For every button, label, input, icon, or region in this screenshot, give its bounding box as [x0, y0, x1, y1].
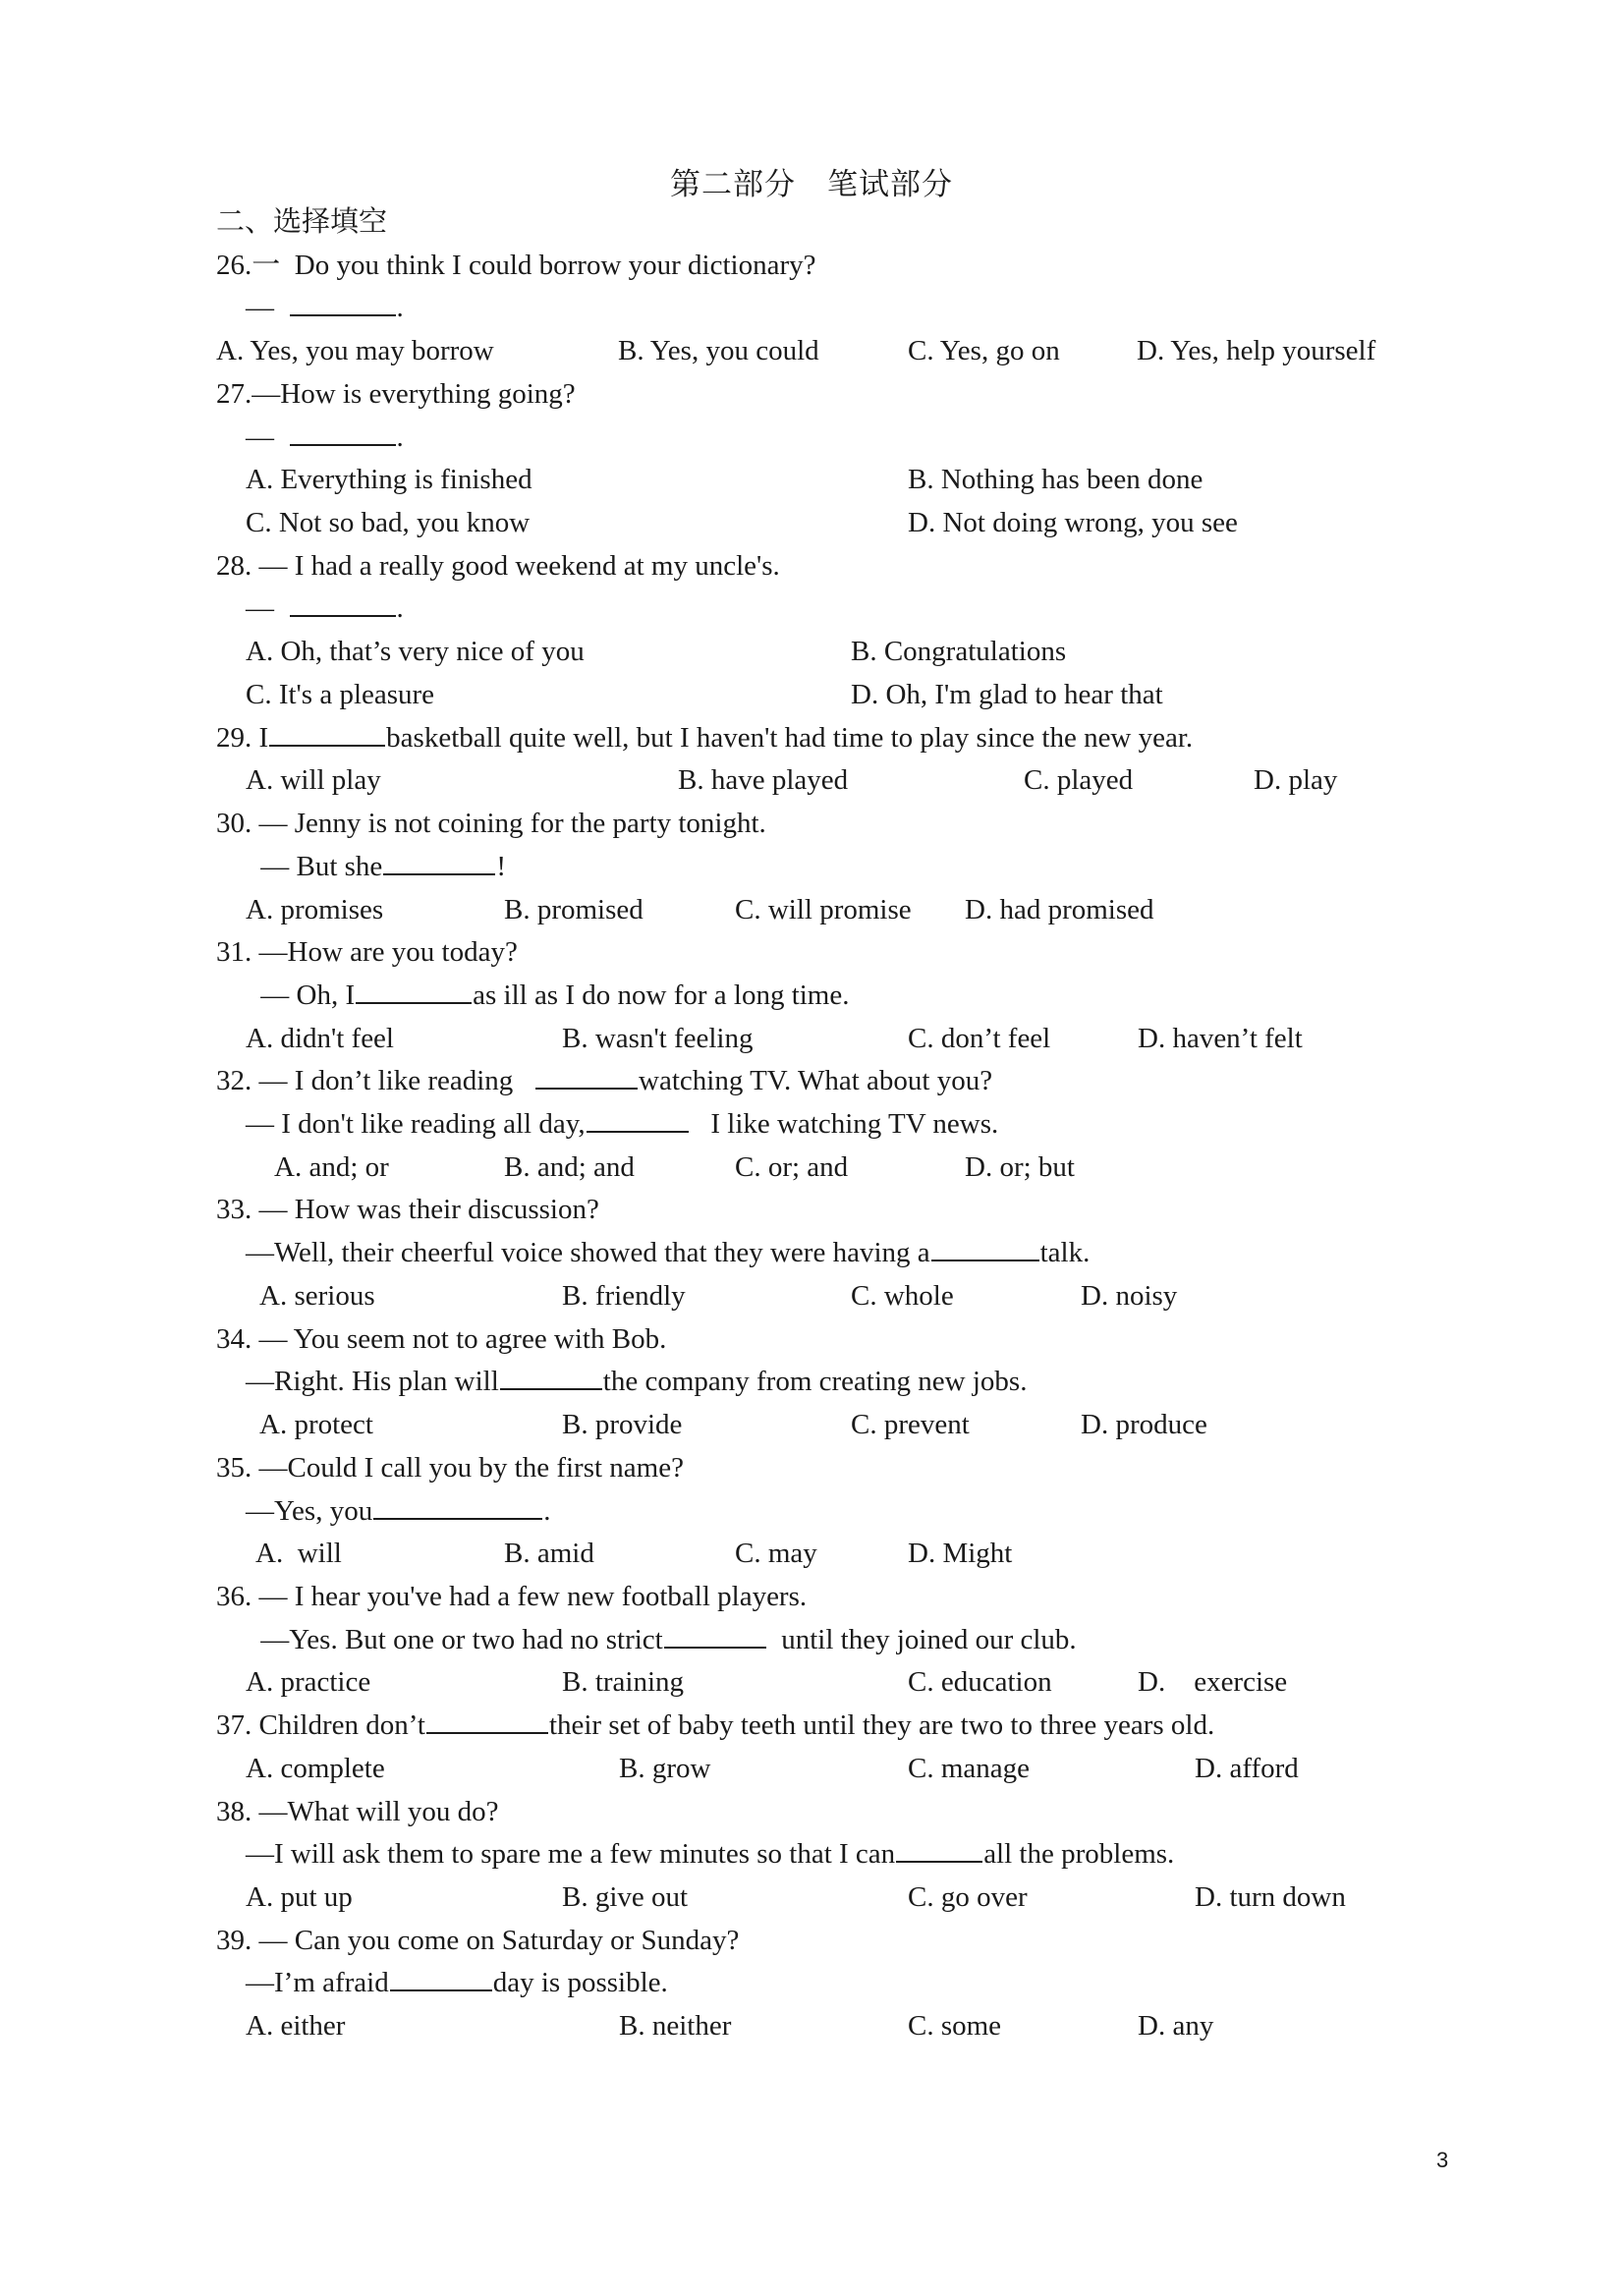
option-a: A. will play — [246, 764, 381, 796]
option-d: D. turn down — [1195, 1881, 1346, 1913]
option-c: C. don’t feel — [908, 1023, 1051, 1054]
option-d: D. Might — [908, 1538, 1013, 1569]
answer-blank — [290, 593, 396, 617]
section-title: 二、选择填空 — [216, 206, 388, 238]
option-c: C. some — [908, 2010, 1002, 2042]
answer-blank — [390, 1968, 492, 1991]
question-31-stem: 31. —How are you today? — [216, 936, 518, 968]
answer-blank — [290, 422, 396, 446]
option-c: C. played — [1024, 764, 1134, 796]
option-c: C. Not so bad, you know — [246, 507, 531, 538]
option-b: B. wasn't feeling — [562, 1023, 754, 1054]
option-c: C. prevent — [851, 1409, 970, 1440]
question-35-response: —Yes, you . — [246, 1495, 551, 1527]
question-33-response: —Well, their cheerful voice showed that they were having a talk. — [246, 1237, 1091, 1268]
option-b: B. Nothing has been done — [908, 464, 1203, 495]
answer-blank — [356, 980, 472, 1004]
question-38-response: —I will ask them to spare me a few minutes so that I can all the problems. — [246, 1838, 1175, 1870]
option-b: B. grow — [619, 1753, 711, 1784]
option-d: D. haven’t felt — [1138, 1023, 1303, 1054]
answer-blank — [587, 1109, 689, 1133]
question-29-stem: 29. I basketball quite well, but I haven't had time to play since the new year. — [216, 722, 1194, 754]
option-c: C. or; and — [735, 1151, 849, 1183]
answer-blank — [383, 852, 495, 875]
option-a: A. Oh, that’s very nice of you — [246, 636, 585, 667]
option-a: A. will — [255, 1538, 342, 1569]
option-a: A. and; or — [274, 1151, 389, 1183]
option-a: A. Everything is finished — [246, 464, 532, 495]
question-37-stem: 37. Children don’t their set of baby teeth until they are two to three years old. — [216, 1709, 1215, 1741]
question-32-stem: 32. — I don’t like reading watching TV. What about you? — [216, 1065, 993, 1096]
option-b: B. Yes, you could — [618, 335, 819, 366]
option-a: A. didn't feel — [246, 1023, 394, 1054]
question-32-response: — I don't like reading all day, I like watching TV news. — [246, 1108, 999, 1140]
question-36-stem: 36. — I hear you've had a few new football players. — [216, 1581, 808, 1612]
question-34-stem: 34. — You seem not to agree with Bob. — [216, 1323, 667, 1355]
question-28-response: — . — [246, 592, 404, 624]
option-d: D. Oh, I'm glad to hear that — [851, 679, 1163, 710]
option-a: A. either — [246, 2010, 346, 2042]
part-label: 第二部分 — [670, 167, 796, 201]
answer-blank — [500, 1367, 602, 1390]
option-d: D. produce — [1081, 1409, 1207, 1440]
option-b: B. have played — [678, 764, 849, 796]
part-name: 笔试部分 — [827, 167, 953, 201]
option-b: B. Congratulations — [851, 636, 1067, 667]
question-33-stem: 33. — How was their discussion? — [216, 1194, 599, 1225]
question-31-response: — Oh, I as ill as I do now for a long time. — [253, 980, 850, 1011]
question-38-stem: 38. —What will you do? — [216, 1796, 499, 1827]
question-39-stem: 39. — Can you come on Saturday or Sunday? — [216, 1925, 740, 1956]
option-d: D. any — [1138, 2010, 1214, 2042]
option-c: C. It's a pleasure — [246, 679, 435, 710]
question-34-response: —Right. His plan will the company from creating new jobs. — [246, 1366, 1028, 1397]
option-a: A. put up — [246, 1881, 353, 1913]
question-39-response: —I’m afraid day is possible. — [246, 1967, 668, 1998]
answer-blank — [896, 1839, 982, 1863]
question-26-stem: 26.一 Do you think I could borrow your dictionary? — [216, 250, 816, 281]
option-c: C. go over — [908, 1881, 1028, 1913]
option-c: C. Yes, go on — [908, 335, 1060, 366]
option-d: D. or; but — [965, 1151, 1075, 1183]
option-a: A. promises — [246, 894, 384, 925]
answer-blank — [664, 1625, 766, 1649]
option-c: C. may — [735, 1538, 817, 1569]
option-d: D. had promised — [965, 894, 1154, 925]
option-b: B. promised — [504, 894, 644, 925]
option-a: A. practice — [246, 1666, 371, 1698]
option-b: B. friendly — [562, 1280, 686, 1312]
answer-blank — [373, 1496, 542, 1520]
option-a: A. protect — [259, 1409, 373, 1440]
option-d: D. noisy — [1081, 1280, 1178, 1312]
answer-blank — [931, 1238, 1039, 1261]
answer-blank — [535, 1066, 638, 1090]
question-28-stem: 28. — I had a really good weekend at my uncle's. — [216, 550, 780, 582]
option-c: C. manage — [908, 1753, 1031, 1784]
option-d: D. afford — [1195, 1753, 1299, 1784]
option-b: B. training — [562, 1666, 685, 1698]
option-a: A. Yes, you may borrow — [216, 335, 494, 366]
option-c: C. education — [908, 1666, 1052, 1698]
page-number: 3 — [1436, 2148, 1449, 2172]
answer-blank — [426, 1710, 548, 1734]
option-d: D. Not doing wrong, you see — [908, 507, 1238, 538]
question-36-response: —Yes. But one or two had no strict until they joined our club. — [253, 1624, 1077, 1655]
option-d: D. exercise — [1138, 1666, 1288, 1698]
option-b: B. and; and — [504, 1151, 635, 1183]
option-c: C. whole — [851, 1280, 954, 1312]
question-26-response: — . — [246, 292, 404, 323]
answer-blank — [269, 723, 385, 747]
question-27-stem: 27.—How is everything going? — [216, 378, 576, 410]
option-b: B. provide — [562, 1409, 683, 1440]
option-c: C. will promise — [735, 894, 912, 925]
page-title — [0, 159, 1623, 203]
question-30-response: — But she ! — [253, 851, 506, 882]
question-30-stem: 30. — Jenny is not coining for the party tonight. — [216, 808, 766, 839]
option-b: B. give out — [562, 1881, 689, 1913]
option-d: D. play — [1254, 764, 1338, 796]
option-a: A. serious — [259, 1280, 375, 1312]
option-b: B. amid — [504, 1538, 594, 1569]
question-27-response: — . — [246, 421, 404, 453]
option-a: A. complete — [246, 1753, 385, 1784]
answer-blank — [290, 293, 396, 316]
option-b: B. neither — [619, 2010, 732, 2042]
option-d: D. Yes, help yourself — [1137, 335, 1376, 366]
question-35-stem: 35. —Could I call you by the first name? — [216, 1452, 684, 1484]
